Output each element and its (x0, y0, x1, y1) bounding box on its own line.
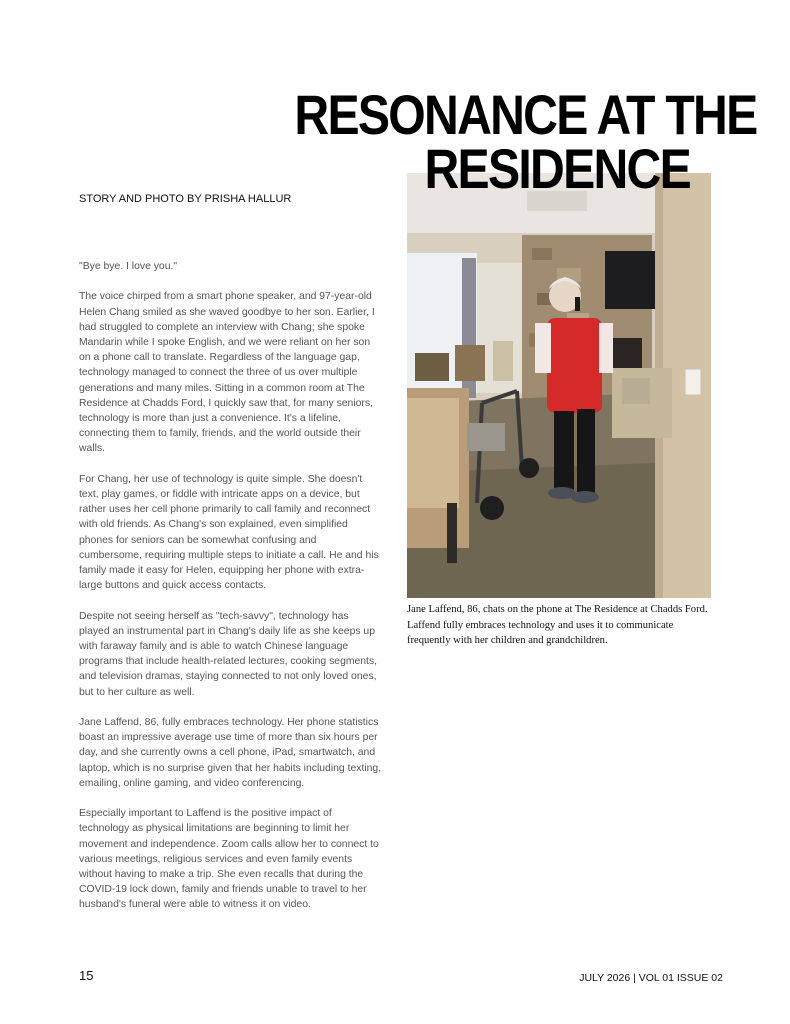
byline: STORY AND PHOTO BY PRISHA HALLUR (79, 193, 292, 205)
page-number: 15 (79, 968, 94, 983)
paragraph: Despite not seeing herself as "tech-savvy", technology has played an instrumental part in Chang's daily life as she keeps up with faraway family and is able to watch Chinese language programs that include health-related lectures, cooking segments, and television dramas, staying connected to not only loved ones, but to her culture as well. (79, 610, 378, 698)
article-photo (407, 173, 711, 598)
photo-caption: Jane Laffend, 86, chats on the phone at The Residence at Chadds Ford. Laffend fully embraces technology and uses it to communicate frequently with her children and grandchildren. (407, 604, 708, 646)
headline-line-2: RESIDENCE (424, 137, 690, 200)
paragraph: "Bye bye. I love you." (79, 261, 178, 272)
paragraph: The voice chirped from a smart phone speaker, and 97-year-old Helen Chang smiled as she waved goodbye to her son. Earlier, I had struggled to complete an interview with Chang; she spoke Mandarin while I spoke English, and we were reliant on her son on a phone call to translate. Regardless of the language gap, technology managed to connect the three of us over multiple generations and many miles. Sitting in a common room at The Residence at Chadds Ford, I quickly saw that, for many seniors, technology is more than just a convenience. It's a lifeline, connecting them to family, friends, and the world outside their walls. (79, 291, 375, 455)
paragraph: For Chang, her use of technology is quite simple. She doesn't text, play games, or fiddle with intricate apps on a device, but rather uses her cell phone primarily to call family and reconnect with old friends. As Chang's son explained, even simplified phones for seniors can be somewhat confusing and cumbersome, requiring multiple steps to initiate a call. He and his family made it easy for Helen, equipping her phone with extra-large buttons and quick access contacts. (79, 473, 379, 592)
article-body (79, 259, 382, 928)
paragraph: Especially important to Laffend is the positive impact of technology as physical limitations are beginning to limit her movement and independence. Zoom calls allow her to connect to various meetings, religious services and even family events without having to make a trip. She even recalls that during the COVID-19 lock down, family and friends unable to travel to her husband's funeral were able to witness it on video. (79, 808, 379, 911)
headline-line-1: RESONANCE AT THE (294, 83, 757, 146)
paragraph: Jane Laffend, 86, fully embraces technology. Her phone statistics boast an impressive average use time of more than six hours per day, and she currently owns a cell phone, iPad, smartwatch, and laptop, which is no surprise given that her habits including texting, emailing, online gaming, and video conferencing. (79, 717, 382, 789)
headline (294, 83, 757, 200)
issue-info: JULY 2026 | VOL 01 ISSUE 02 (579, 972, 723, 984)
